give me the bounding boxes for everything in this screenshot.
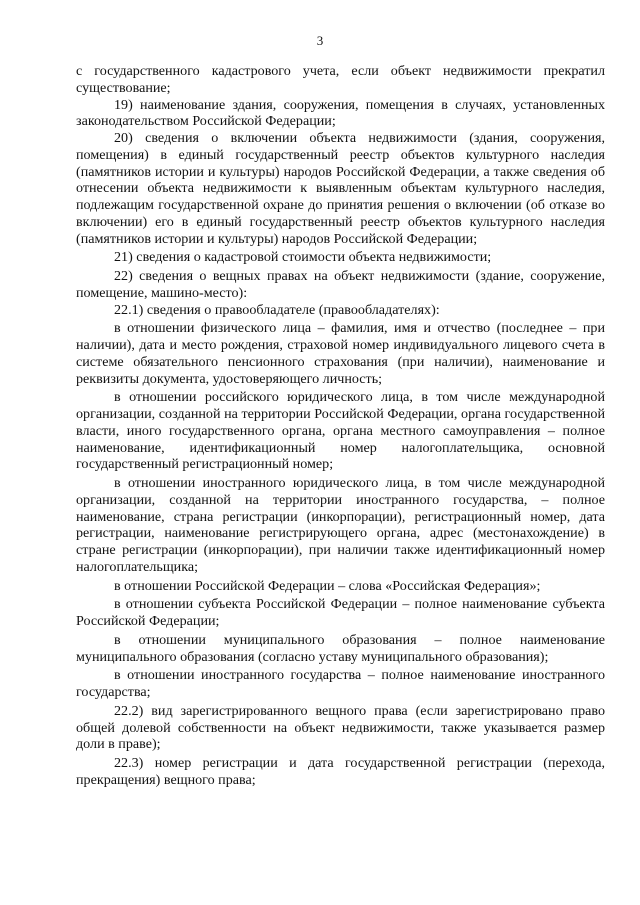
paragraph-russian-federation: в отношении Российской Федерации – слова «Российская Федерация»; xyxy=(114,577,541,594)
paragraph-item-22: 22) сведения о вещных правах на объект недвижимости (здание, сооружение, помещение, машино-место): xyxy=(76,268,605,301)
paragraph-foreign-state: в отношении иностранного государства – полное наименование иностранного государства; xyxy=(76,667,605,700)
paragraph-russian-legal-entity: в отношении российского юридического лица, в том числе международной организации, созданной на территории Российской Федерации, органа государственной власти, иного государственного органа, органа местного самоуправления – полное наименование, идентификационный номер налогоплательщика, основной государственный регистрационный номер; xyxy=(76,389,605,473)
page-number: 3 xyxy=(316,33,324,48)
paragraph-federal-subject: в отношении субъекта Российской Федерации – полное наименование субъекта Российской Федерации; xyxy=(76,596,605,629)
paragraph-item-22-1: 22.1) сведения о правообладателе (правообладателях): xyxy=(114,301,440,318)
paragraph-natural-person: в отношении физического лица – фамилия, имя и отчество (последнее – при наличии), дата и место рождения, страховой номер индивидуального лицевого счета в системе обязательного пенсионного страхования (при наличии), наименование и реквизиты документа, удостоверяющего личность; xyxy=(76,320,605,387)
paragraph-foreign-legal-entity: в отношении иностранного юридического лица, в том числе международной организации, созданной на территории иностранного государства, – полное наименование, страна регистрации (инкорпорации), регистрационный номер, дата регистрации, наименование регистрирующего органа, адрес (местонахождение) в стране регистрации (инкорпорации), при наличии также идентификационный номер налогоплательщика; xyxy=(76,475,605,575)
paragraph-item-19: 19) наименование здания, сооружения, помещения в случаях, установленных законодательством Российской Федерации; xyxy=(76,96,605,130)
paragraph-item-22-2: 22.2) вид зарегистрированного вещного права (если зарегистрировано право общей долевой собственности на объект недвижимости, также указывается размер доли в праве); xyxy=(76,702,605,753)
paragraph-item-21: 21) сведения о кадастровой стоимости объекта недвижимости; xyxy=(114,249,492,266)
paragraph-item-20: 20) сведения о включении объекта недвижимости (здания, сооружения, помещения) в единый государственный реестр объектов культурного наследия (памятников истории и культуры) народов Российской Федерации, а также сведения об отнесении объекта недвижимости к выявленным объектам культурного наследия, подлежащим государственной охране до принятия решения о включении (об отказе во включении) его в единый государственный реестр объектов культурного наследия (памятников истории и культуры) народов Российской Федерации; xyxy=(76,130,605,247)
paragraph-item-22-3: 22.3) номер регистрации и дата государственной регистрации (перехода, прекращения) вещного права; xyxy=(76,755,605,788)
paragraph-continuation: с государственного кадастрового учета, если объект недвижимости прекратил существование; xyxy=(76,63,605,96)
document-body xyxy=(76,63,605,789)
paragraph-municipality: в отношении муниципального образования – полное наименование муниципального образования (согласно уставу муниципального образования); xyxy=(76,631,605,665)
